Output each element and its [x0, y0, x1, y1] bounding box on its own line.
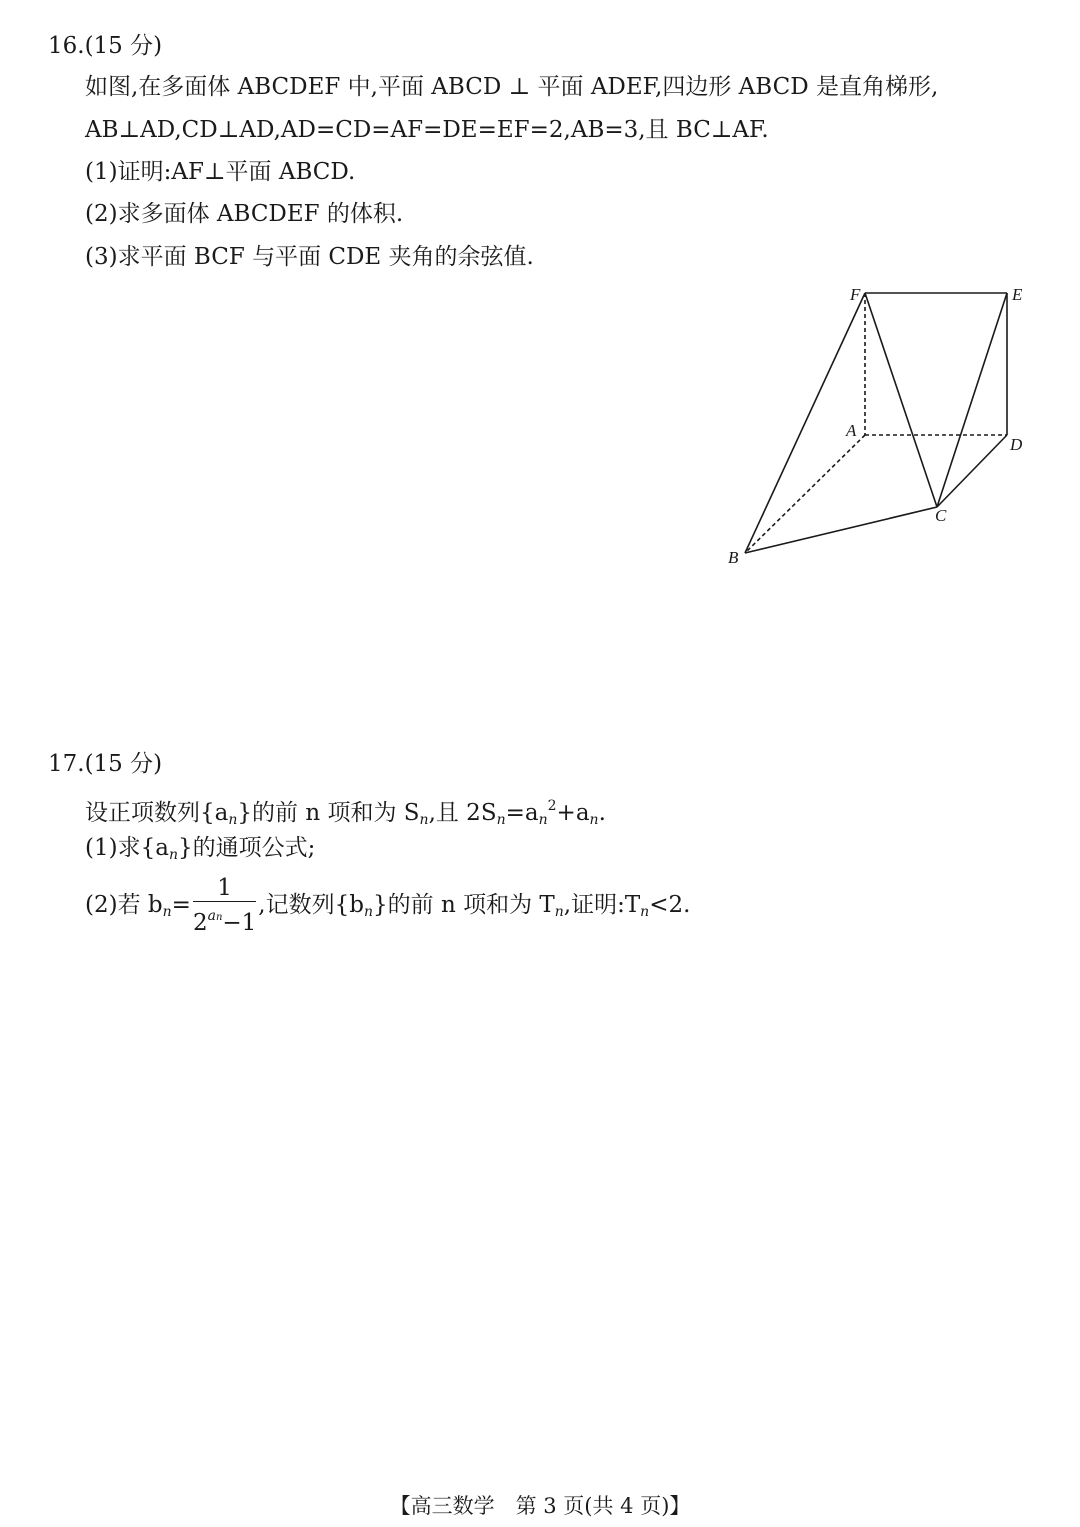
label-A: A	[846, 421, 857, 440]
q17-part-1	[85, 834, 315, 869]
q17-stem-d-sup: 2	[547, 798, 557, 814]
q17-part-1-a: (1)求{a	[85, 835, 169, 861]
q17-part-2-sub2: n	[363, 904, 373, 920]
q17-part-2-c: }的前 n 项和为 T	[373, 892, 555, 918]
label-E: E	[1012, 285, 1023, 304]
q16-part-1: (1)证明:AF⊥平面 ABCD.	[85, 159, 356, 185]
q17-part-1-sub: n	[168, 847, 178, 863]
q16-number: 16.	[48, 33, 85, 59]
q17-stem-a: 设正项数列{a	[85, 800, 229, 826]
q17-stem-e-sub: n	[589, 812, 599, 828]
q17-stem-f: .	[598, 800, 606, 826]
den-exp	[208, 908, 223, 924]
q17-part-2-b: ,记数列{b	[258, 892, 364, 918]
den-rest: −1	[222, 910, 257, 936]
den-exp-sub: n	[215, 912, 223, 923]
q16-part-3: (3)求平面 BCF 与平面 CDE 夹角的余弦值.	[85, 244, 534, 270]
fraction	[193, 875, 256, 937]
label-C: C	[935, 506, 947, 525]
label-F: F	[850, 285, 861, 304]
edge-EC	[937, 293, 1007, 507]
q17-part-2-e: <2.	[649, 892, 691, 918]
edge-DC	[937, 435, 1007, 507]
q17-part-2-sub: n	[162, 904, 172, 920]
page-footer: 【高三数学 第 3 页(共 4 页)】	[389, 1494, 691, 1518]
q17-part-1-b: }的通项公式;	[177, 835, 316, 861]
q17-stem-c: ,且 2S	[428, 800, 497, 826]
q17-part-2-eq: =	[171, 892, 191, 918]
den-exp-a: a	[207, 908, 216, 924]
q17-number: 17.	[48, 751, 85, 777]
den-base: 2	[192, 910, 208, 936]
label-B: B	[728, 548, 739, 567]
edge-FC	[865, 293, 937, 507]
edge-BC	[745, 507, 937, 553]
q17-score: (15 分)	[84, 751, 163, 777]
q17-part-2-sub4: n	[640, 904, 650, 920]
q16-stem-line-2: AB⊥AD,CD⊥AD,AD=CD=AF=DE=EF=2,AB=3,且 BC⊥AF.	[85, 117, 769, 143]
q17-part-2-a: (2)若 b	[85, 892, 163, 918]
q17-part-2-sub3: n	[554, 904, 564, 920]
q17-stem-c-sub: n	[496, 812, 506, 828]
q17-stem-d: =a	[505, 800, 539, 826]
fraction-numerator: 1	[193, 875, 256, 902]
q17-part-2-d: ,证明:T	[563, 892, 641, 918]
q16-part-2: (2)求多面体 ABCDEF 的体积.	[85, 201, 404, 227]
q17-part-2	[85, 875, 690, 942]
q17-stem-d-sub: n	[538, 812, 548, 828]
q17-stem-a-sub: n	[228, 812, 238, 828]
q16-stem-line-1: 如图,在多面体 ABCDEF 中,平面 ABCD ⊥ 平面 ADEF,四边形 ABCD 是直角梯形,	[85, 74, 939, 100]
label-D: D	[1010, 435, 1023, 454]
q17-stem-b-sub: n	[419, 812, 429, 828]
q17-stem-b: }的前 n 项和为 S	[237, 800, 420, 826]
edge-AB	[745, 435, 865, 553]
q17-stem-e: +a	[556, 800, 590, 826]
q17-header	[48, 750, 162, 778]
q17-stem	[85, 792, 606, 834]
fraction-denominator	[193, 902, 256, 937]
q16-score: (15 分)	[84, 33, 163, 59]
